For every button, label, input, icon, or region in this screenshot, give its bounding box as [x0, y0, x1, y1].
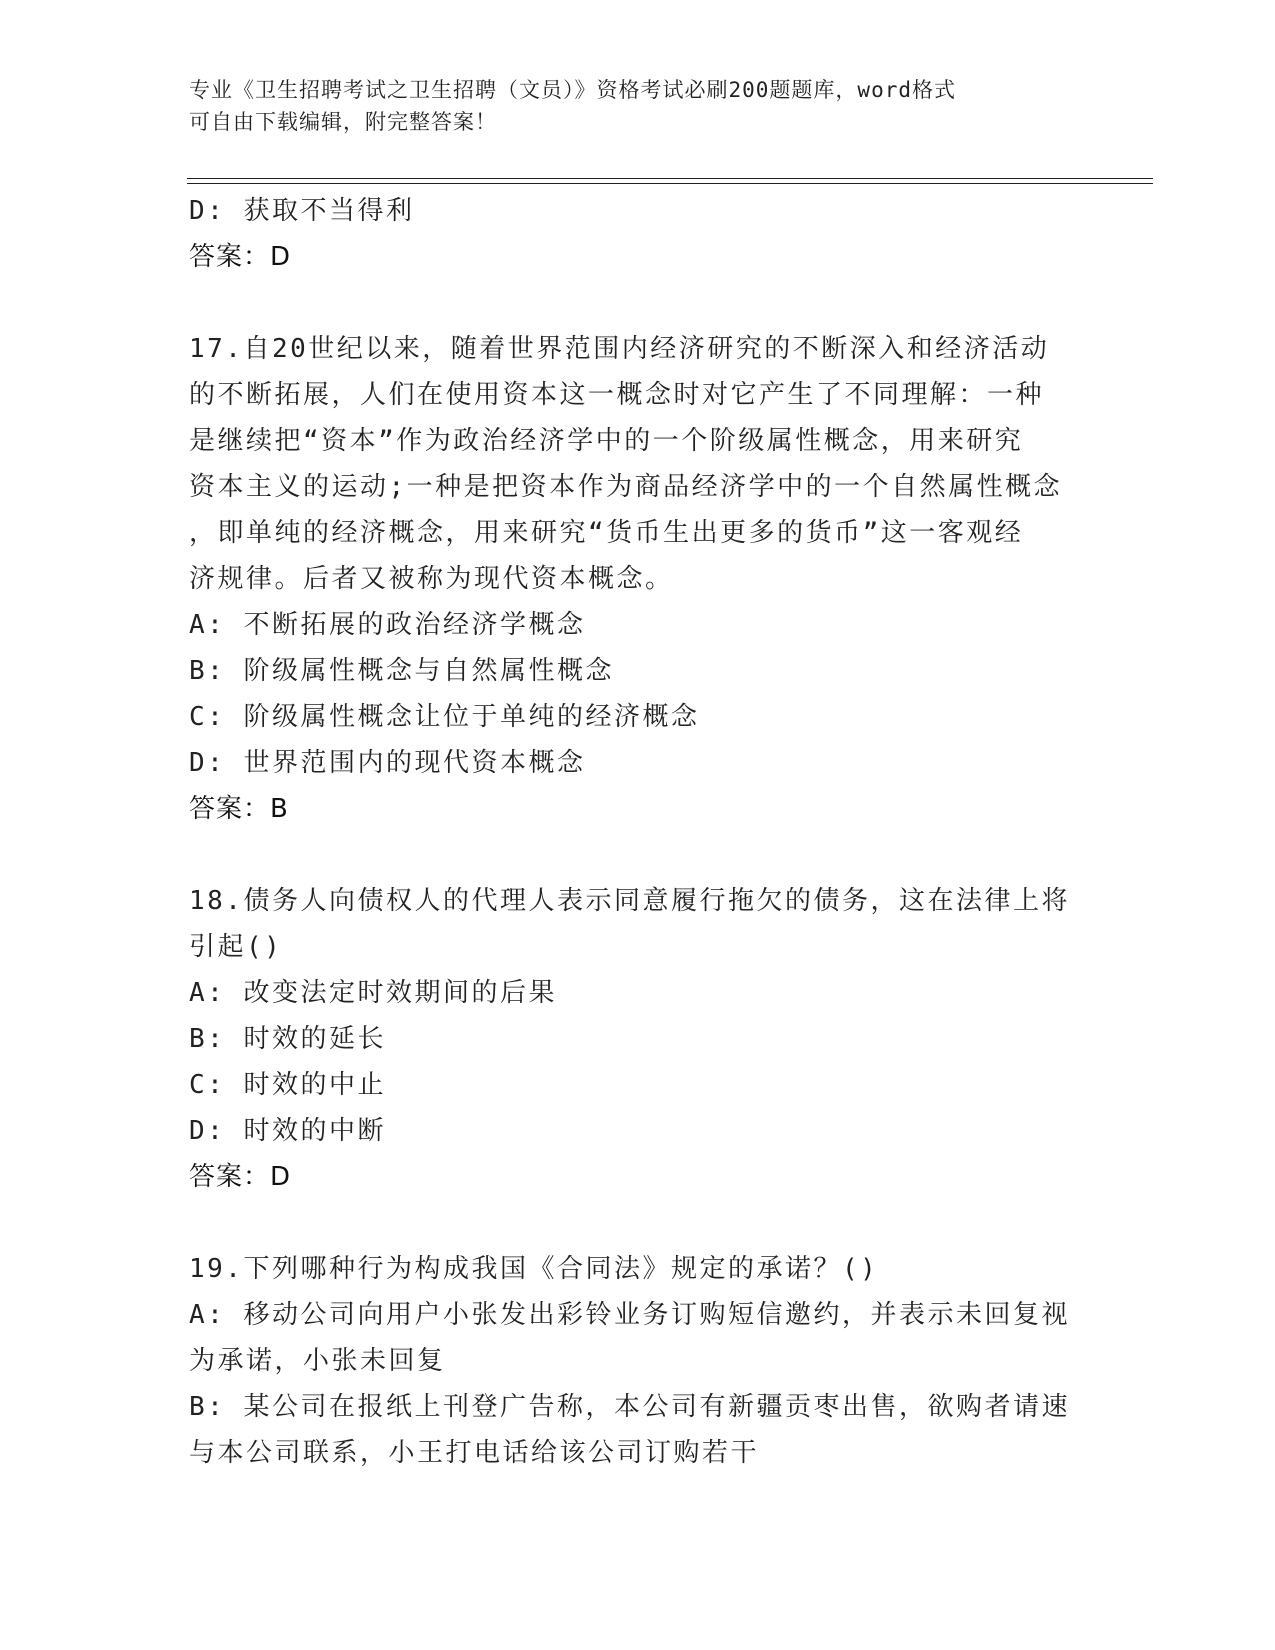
question-text-line: 引起() — [189, 932, 283, 962]
question-19 — [189, 1246, 1089, 1476]
question-19-text — [189, 1246, 1089, 1292]
spacer — [189, 832, 1089, 878]
spacer — [189, 1200, 1089, 1246]
question-18-option-a: A: 改变法定时效期间的后果 — [189, 978, 557, 1008]
question-17-answer: 答案：B — [189, 794, 289, 824]
document-body — [189, 188, 1089, 1476]
question-18-option-b: B: 时效的延长 — [189, 1024, 386, 1054]
header-line-1: 专业《卫生招聘考试之卫生招聘（文员）》资格考试必刷200题题库，word格式 — [189, 78, 956, 102]
question-18-option-c: C: 时效的中止 — [189, 1070, 386, 1100]
question-18 — [189, 878, 1089, 1200]
header-divider-top — [187, 178, 1153, 179]
question-18-option-d: D: 时效的中断 — [189, 1116, 386, 1146]
question-19-option-b-line-1: B: 某公司在报纸上刊登广告称，本公司有新疆贡枣出售，欲购者请速 — [189, 1392, 1070, 1422]
question-17 — [189, 326, 1089, 832]
spacer — [189, 280, 1089, 326]
question-text-line: 资本主义的运动;一种是把资本作为商品经济学中的一个自然属性概念 — [189, 472, 1063, 502]
document-header — [189, 74, 1089, 138]
question-19-option-a-line-1: A: 移动公司向用户小张发出彩铃业务订购短信邀约，并表示未回复视 — [189, 1300, 1070, 1330]
question-17-option-a: A: 不断拓展的政治经济学概念 — [189, 610, 586, 640]
question-17-option-d: D: 世界范围内的现代资本概念 — [189, 748, 586, 778]
question-19-option-a-line-2: 为承诺，小张未回复 — [189, 1346, 446, 1376]
question-text-line: 19.下列哪种行为构成我国《合同法》规定的承诺？() — [189, 1254, 879, 1284]
header-line-2: 可自由下载编辑，附完整答案！ — [189, 110, 497, 134]
question-17-option-b: B: 阶级属性概念与自然属性概念 — [189, 656, 614, 686]
question-18-text — [189, 878, 1089, 970]
prev-answer: 答案：D — [189, 242, 292, 272]
question-text-line: 是继续把“资本”作为政治经济学中的一个阶级属性概念，用来研究 — [189, 426, 1024, 456]
question-text-line: ，即单纯的经济概念，用来研究“货币生出更多的货币”这一客观经 — [189, 518, 1024, 548]
question-text-line: 济规律。后者又被称为现代资本概念。 — [189, 564, 674, 594]
prev-option-d: D: 获取不当得利 — [189, 196, 415, 226]
question-text-line: 17.自20世纪以来，随着世界范围内经济研究的不断深入和经济活动 — [189, 334, 1050, 364]
header-divider-bottom — [187, 183, 1153, 184]
question-text-line: 的不断拓展，人们在使用资本这一概念时对它产生了不同理解：一种 — [189, 380, 1045, 410]
question-18-answer: 答案：D — [189, 1162, 292, 1192]
question-17-option-c: C: 阶级属性概念让位于单纯的经济概念 — [189, 702, 700, 732]
question-text-line: 18.债务人向债权人的代理人表示同意履行拖欠的债务，这在法律上将 — [189, 886, 1070, 916]
question-19-option-b-line-2: 与本公司联系，小王打电话给该公司订购若干 — [189, 1438, 760, 1468]
question-17-text — [189, 326, 1089, 602]
